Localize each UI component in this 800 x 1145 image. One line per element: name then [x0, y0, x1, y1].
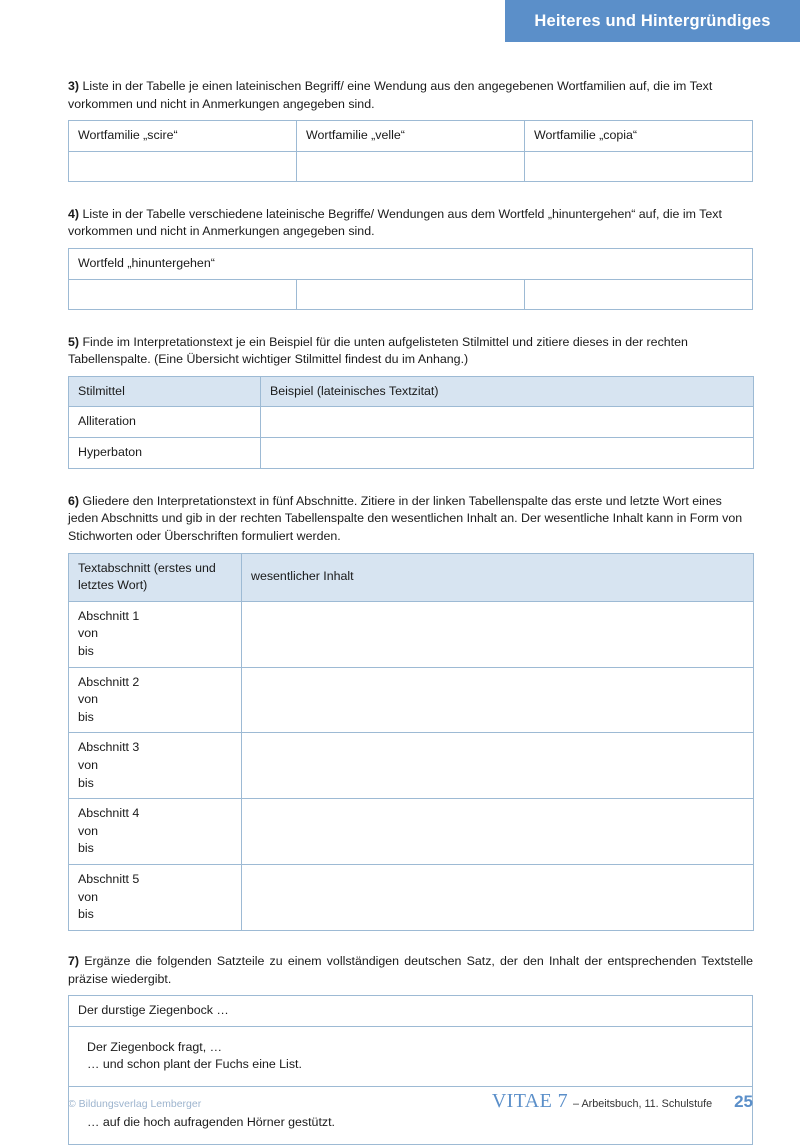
table-header-row — [69, 121, 753, 152]
section-to-label: bis — [78, 907, 94, 922]
section-from-label: von — [78, 823, 98, 838]
answer-cell[interactable] — [525, 279, 753, 309]
copyright-text: © Bildungsverlag Lemberger — [68, 1098, 202, 1110]
page-number: 25 — [734, 1092, 753, 1111]
exercise-4-prompt — [68, 206, 753, 241]
section-label-cell — [69, 865, 242, 931]
exercise-6 — [68, 493, 753, 931]
table-row — [69, 601, 754, 667]
table-header-cell: Wortfeld „hinuntergehen“ — [69, 249, 753, 280]
exercise-3-table — [68, 120, 753, 182]
table-row — [69, 151, 753, 181]
fragment-top-text: Der Ziegenbock fragt, … — [87, 1039, 222, 1054]
table-row — [69, 996, 753, 1027]
page-footer — [68, 1090, 753, 1113]
section-title: Abschnitt 2 — [78, 674, 140, 689]
table-row — [69, 438, 754, 469]
table-header-cell: Wortfamilie „velle“ — [297, 121, 525, 152]
table-header-cell: Stilmittel — [69, 376, 261, 407]
section-to-label: bis — [78, 643, 94, 658]
fragment-bottom-text: … auf die hoch aufragenden Hörner gestützt. — [87, 1115, 335, 1130]
answer-cell[interactable] — [297, 279, 525, 309]
stylistic-device-label: Hyperbaton — [69, 438, 261, 469]
section-from-label: von — [78, 692, 98, 707]
sentence-fragment-cell[interactable] — [69, 1026, 753, 1086]
exercise-6-prompt-text: Gliedere den Interpretationstext in fünf Abschnitte. Zitiere in der linken Tabellenspalte das erste und letzte Wort eines jeden Abschnitts und gib in der rechten Tabellenspalte den wesentlichen Inhalt an. Der wesentliche Inhalt kann in Form von Stichworten oder Überschriften formuliert werden. — [68, 493, 743, 543]
exercise-3 — [68, 78, 753, 182]
answer-cell[interactable] — [525, 151, 753, 181]
answer-cell[interactable] — [69, 279, 297, 309]
exercise-3-prompt — [68, 78, 753, 113]
exercise-5-prompt — [68, 334, 753, 369]
section-title: Abschnitt 3 — [78, 740, 140, 755]
table-row — [69, 279, 753, 309]
exercise-3-number: 3) — [68, 79, 80, 93]
fragment-bottom-text: … und schon plant der Fuchs eine List. — [87, 1057, 302, 1072]
table-header-row — [69, 249, 753, 280]
exercise-5-table — [68, 376, 754, 469]
table-header-row — [69, 553, 754, 601]
table-header-row — [69, 376, 754, 407]
exercise-5-prompt-text: Finde im Interpretationstext je ein Beispiel für die unten aufgelisteten Stilmittel und zitiere dieses in der rechten Tabellenspalte. (Eine Übersicht wichtiger Stilmittel findest du im Anhang.) — [68, 334, 688, 367]
table-row — [69, 407, 754, 438]
footer-series-block — [492, 1090, 753, 1113]
exercise-6-prompt — [68, 493, 753, 546]
section-spacer — [68, 931, 753, 953]
section-to-label: bis — [78, 775, 94, 790]
exercise-4 — [68, 206, 753, 310]
section-label-cell — [69, 799, 242, 865]
header-banner-title: Heiteres und Hintergründiges — [534, 11, 771, 30]
section-from-label: von — [78, 626, 98, 641]
sentence-fragment-cell[interactable]: Der durstige Ziegenbock … — [69, 996, 753, 1027]
answer-cell[interactable] — [242, 601, 754, 667]
table-header-cell: Wortfamilie „copia“ — [525, 121, 753, 152]
answer-cell[interactable] — [261, 438, 754, 469]
section-to-label: bis — [78, 841, 94, 856]
section-label-cell — [69, 733, 242, 799]
table-header-cell: wesentlicher Inhalt — [242, 553, 754, 601]
exercise-7-table — [68, 995, 753, 1145]
exercise-3-prompt-text: Liste in der Tabelle je einen lateinischen Begriff/ eine Wendung aus den angegebenen Wortfamilien auf, die im Text vorkommen und nicht in Anmerkungen angegeben sind. — [68, 79, 713, 111]
section-from-label: von — [78, 889, 98, 904]
answer-cell[interactable] — [242, 733, 754, 799]
section-spacer — [68, 310, 753, 334]
section-title: Abschnitt 5 — [78, 872, 140, 887]
section-title: Abschnitt 1 — [78, 608, 140, 623]
table-row — [69, 865, 754, 931]
section-to-label: bis — [78, 709, 94, 724]
table-header-cell: Beispiel (lateinisches Textzitat) — [261, 376, 754, 407]
section-spacer — [68, 182, 753, 206]
table-header-cell: Wortfamilie „scire“ — [69, 121, 297, 152]
answer-cell[interactable] — [69, 151, 297, 181]
section-from-label: von — [78, 758, 98, 773]
section-label-cell — [69, 667, 242, 733]
table-header-cell: Textabschnitt (erstes und letztes Wort) — [69, 553, 242, 601]
sentence-fragment-inner — [78, 1033, 744, 1080]
exercise-7-prompt-text: Ergänze die folgenden Satzteile zu einem vollständigen deutschen Satz, der den Inhalt der entsprechenden Textstelle präzise wiedergibt. — [68, 953, 753, 986]
exercise-5-number: 5) — [68, 334, 80, 349]
table-row — [69, 667, 754, 733]
exercise-4-number: 4) — [68, 206, 80, 221]
series-subtitle: – Arbeitsbuch, 11. Schulstufe — [573, 1098, 713, 1110]
exercise-7-prompt — [68, 953, 753, 988]
answer-cell[interactable] — [242, 799, 754, 865]
exercise-6-number: 6) — [68, 493, 80, 508]
answer-cell[interactable] — [261, 407, 754, 438]
table-row — [69, 799, 754, 865]
exercise-7-number: 7) — [68, 953, 80, 968]
table-row — [69, 733, 754, 799]
exercise-4-table — [68, 248, 753, 310]
answer-cell[interactable] — [297, 151, 525, 181]
answer-cell[interactable] — [242, 667, 754, 733]
section-spacer — [68, 469, 753, 493]
section-label-cell — [69, 601, 242, 667]
stylistic-device-label: Alliteration — [69, 407, 261, 438]
exercise-5 — [68, 334, 753, 469]
exercise-7 — [68, 953, 753, 1145]
answer-cell[interactable] — [242, 865, 754, 931]
table-row — [69, 1026, 753, 1086]
exercise-6-table — [68, 553, 754, 931]
exercise-4-prompt-text: Liste in der Tabelle verschiedene lateinische Begriffe/ Wendungen aus dem Wortfeld „hinuntergehen“ auf, die im Text vorkommen und nicht in Anmerkungen angegeben sind. — [68, 206, 722, 239]
series-title: VITAE 7 — [491, 1090, 569, 1112]
section-title: Abschnitt 4 — [78, 806, 140, 821]
